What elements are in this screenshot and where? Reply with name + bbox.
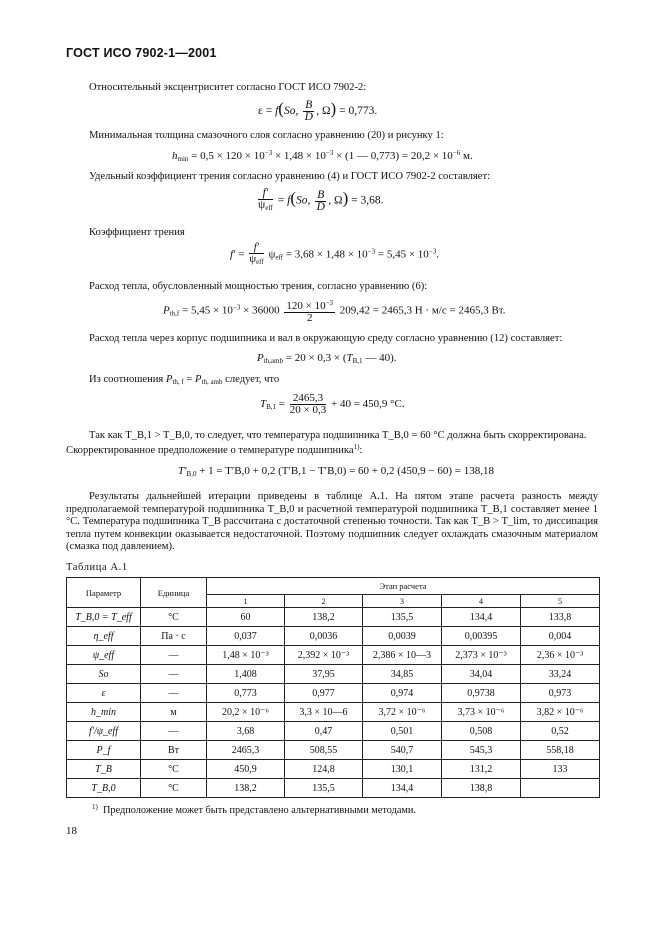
footnote-text: Предположение может быть представлено альтернативными методами. [103, 805, 416, 816]
hmin-eq-text: = 0,5 × 120 × 10 [191, 150, 265, 162]
heatflow-equation: $P_{th,f} = 5,45 \times 10^{-3} \times 36000$ $\frac{120 \times 10^{-3}}{2}$ 209,42 = 2465,3 Н · м/с = 2465,3 Вт. [163, 299, 506, 324]
corrected-text: Скорректированное предположение о температуре подшипника [66, 445, 354, 456]
value-cell: 133 [521, 760, 600, 779]
ratio-den: 20 × 0,3 [289, 404, 327, 416]
hmin-intro: Минимальная толщина смазочного слоя согласно уравнению (20) и рисунку 1: [89, 130, 444, 141]
corrected-eq-text: + 1 = T′B,0 + 0,2 (T′B,1 − T′B,0) = 60 + 0,2 (450,9 − 60) = 138,18 [199, 465, 494, 477]
value-cell: 2,36 × 10⁻³ [521, 646, 600, 665]
value-cell: 37,95 [285, 665, 363, 684]
value-cell [521, 779, 600, 798]
value-cell: 34,85 [363, 665, 442, 684]
value-cell: 0,0036 [285, 627, 363, 646]
head-unit: Единица [141, 578, 207, 608]
value-cell: 558,18 [521, 741, 600, 760]
value-cell: 0,973 [521, 684, 600, 703]
value-cell: 134,4 [363, 779, 442, 798]
value-cell: 0,977 [285, 684, 363, 703]
value-cell: 0,974 [363, 684, 442, 703]
footnote-mark: 1) [92, 803, 98, 811]
ratio-result: + 40 = 450,9 °С. [330, 398, 405, 411]
param-cell: f′/ψ_eff [67, 722, 141, 741]
housing-eq-text: = 20 × 0,3 × ( [285, 352, 347, 364]
table-row [67, 779, 600, 798]
value-cell: 124,8 [285, 760, 363, 779]
param-cell: h_min [67, 703, 141, 722]
value-cell: 138,2 [207, 779, 285, 798]
value-cell: 0,501 [363, 722, 442, 741]
value-cell: 3,73 × 10⁻⁶ [442, 703, 521, 722]
param-cell: ψ_eff [67, 646, 141, 665]
results-text: Результаты дальнейшей итерации приведены в таблице А.1. На пятом этапе расчета разность между предполагаемой температурой подшипника T_B,0 и расчетной температурой подшипника T_B,1 составляет менее 1 °С. Температура подшипника T_B рассчитана с достаточной степенью точности. Так как T_B > T_lim, то диссипация тепла путем конвекции оказывается недостаточной. Поэтому подшипник следует охлаждать смазочным материалом (смазка под давлением). [66, 491, 598, 552]
coef-intro: Коэффициент трения [89, 227, 185, 238]
coef-equation: f′ = $\frac{f'}{\psi_{eff}}$ $\psi_{eff} = 3,68 \times 1,48 \times 10^{-3} = 5,45 \times 10^{-3}$. [230, 241, 439, 266]
param-cell: So [67, 665, 141, 684]
param-cell: T_B [67, 760, 141, 779]
housing-equation: $P_{th,amb} = 20 \times 0,3 \times (T_{B,1}$ — 40). [257, 352, 397, 365]
ratio-num: 2465,3 [290, 393, 326, 405]
value-cell: 0,773 [207, 684, 285, 703]
unit-cell: — [141, 646, 207, 665]
coef-eq-text: = 3,68 × 1,48 × 10 [285, 248, 368, 261]
table-row [67, 722, 600, 741]
value-cell: 0,52 [521, 722, 600, 741]
value-cell: 134,4 [442, 608, 521, 627]
heatflow-intro: Расход тепла, обусловленный мощностью трения, согласно уравнению (6): [89, 281, 428, 292]
value-cell: 540,7 [363, 741, 442, 760]
value-cell: 2465,3 [207, 741, 285, 760]
param-cell: P_f [67, 741, 141, 760]
value-cell: 0,037 [207, 627, 285, 646]
friction-equation: $\frac{f'}{\psi_{eff}}$ = f(So, $\frac{B}{D}$ , Ω) = 3,68. [258, 187, 384, 213]
value-cell: 135,5 [363, 608, 442, 627]
corrected-equation: $T'_{B,0} + 1 = T'B,0 + 0,2$ (T′B,1 − T′B,0) = 60 + 0,2 (450,9 − 60) = 138,18 [178, 465, 494, 478]
unit-cell: — [141, 684, 207, 703]
heatflow-result: 209,42 = 2465,3 Н · м/с = 2465,3 Вт. [339, 304, 506, 317]
value-cell: 0,0039 [363, 627, 442, 646]
value-cell: 33,24 [521, 665, 600, 684]
value-cell: 130,1 [363, 760, 442, 779]
unit-cell: °С [141, 760, 207, 779]
value-cell: 3,68 [207, 722, 285, 741]
value-cell: 0,004 [521, 627, 600, 646]
unit-cell: м [141, 703, 207, 722]
results-table [66, 577, 600, 798]
value-cell: 1,48 × 10⁻³ [207, 646, 285, 665]
head-stage: Этап расчета [207, 578, 600, 595]
value-cell: 508,55 [285, 741, 363, 760]
param-cell: η_eff [67, 627, 141, 646]
table-row [67, 703, 600, 722]
param-cell: T_B,0 [67, 779, 141, 798]
ratio-equation: $T_{B,1}$ = $\frac{2465,3}{20 \times 0,3}$ + 40 = 450,9 °С. [260, 392, 405, 416]
stage-header: 4 [442, 595, 521, 608]
value-cell: 2,392 × 10⁻³ [285, 646, 363, 665]
so-line: Так как T_B,1 > T_B,0, то следует, что температура подшипника T_B,0 = 60 °С должна быть скорректирована. [89, 430, 587, 441]
unit-cell: — [141, 665, 207, 684]
unit-cell: °С [141, 608, 207, 627]
table-row [67, 646, 600, 665]
value-cell: 3,72 × 10⁻⁶ [363, 703, 442, 722]
value-cell: 1,408 [207, 665, 285, 684]
unit-cell: Па · с [141, 627, 207, 646]
table-row [67, 608, 600, 627]
stage-header: 3 [363, 595, 442, 608]
table-row [67, 760, 600, 779]
value-cell: 450,9 [207, 760, 285, 779]
param-cell: T_B,0 = T_eff [67, 608, 141, 627]
page-number: 18 [66, 825, 77, 837]
results-paragraph [66, 491, 598, 554]
footnote-divider [88, 797, 186, 798]
unit-cell: Вт [141, 741, 207, 760]
value-cell: 2,373 × 10⁻³ [442, 646, 521, 665]
friction-intro: Удельный коэффициент трения согласно уравнению (4) и ГОСТ ИСО 7902-2 составляет: [89, 171, 491, 182]
value-cell: 3,3 × 10—6 [285, 703, 363, 722]
value-cell: 135,5 [285, 779, 363, 798]
table-row [67, 741, 600, 760]
table-row [67, 627, 600, 646]
value-cell: 545,3 [442, 741, 521, 760]
table-row [67, 665, 600, 684]
stage-header: 2 [285, 595, 363, 608]
eccentricity-intro: Относительный эксцентриситет согласно ГОСТ ИСО 7902-2: [89, 82, 367, 93]
value-cell: 131,2 [442, 760, 521, 779]
friction-result: = 3,68. [351, 194, 384, 207]
value-cell: 133,8 [521, 608, 600, 627]
value-cell: 0,508 [442, 722, 521, 741]
param-cell: ε [67, 684, 141, 703]
value-cell: 0,00395 [442, 627, 521, 646]
ratio-intro: Из соотношения [89, 374, 164, 385]
ratio-intro-line: Из соотношения $P_{th, f} = P_{th, amb}$ следует, что [89, 374, 280, 386]
unit-cell: °С [141, 779, 207, 798]
table-row [67, 684, 600, 703]
housing-intro: Расход тепла через корпус подшипника и вал в окружающую среду согласно уравнению (12) составляет: [89, 333, 563, 344]
table-caption: Таблица А.1 [66, 562, 128, 573]
value-cell: 0,47 [285, 722, 363, 741]
value-cell: 0,9738 [442, 684, 521, 703]
value-cell: 20,2 × 10⁻⁶ [207, 703, 285, 722]
heatflow-eq-text: = 5,45 × 10 [182, 304, 233, 317]
stage-header: 5 [521, 595, 600, 608]
value-cell: 138,8 [442, 779, 521, 798]
stage-header: 1 [207, 595, 285, 608]
value-cell: 60 [207, 608, 285, 627]
value-cell: 138,2 [285, 608, 363, 627]
value-cell: 34,04 [442, 665, 521, 684]
value-cell: 2,386 × 10—3 [363, 646, 442, 665]
corrected-line: Скорректированное предположение о температуре подшипника$^{1)}$: [66, 443, 363, 456]
eccentricity-result: = 0,773. [339, 105, 378, 117]
footnote [92, 803, 416, 816]
head-param: Параметр [67, 578, 141, 608]
document-header: ГОСТ ИСО 7902-1—2001 [66, 46, 217, 60]
value-cell: 3,82 × 10⁻⁶ [521, 703, 600, 722]
hmin-equation: $h_{min} = 0,5 \times 120 \times 10^{-3} \times 1,48 \times 10^{-3} \times (1$ — $0,773) = 20,2 \times 10^{-6}$ м. [172, 149, 473, 163]
eccentricity-equation: ε = f(So, $\frac{B}{D}$ , Ω) = 0,773. [258, 98, 378, 123]
ratio-tail: следует, что [225, 374, 280, 385]
unit-cell: — [141, 722, 207, 741]
